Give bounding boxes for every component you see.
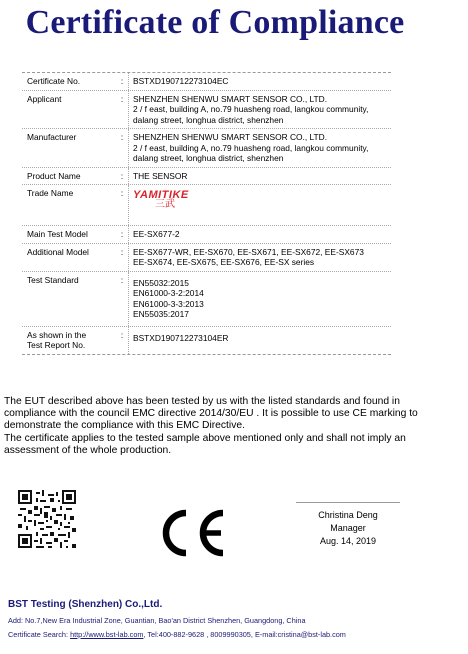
statement-paragraph-1: The EUT described above has been tested by us with the listed standards and found in compliance with the council EMC directive 2014/30/EU . It is possible to use CE marking to demonstrate the compliance with this EMC Directive. [4, 396, 418, 432]
main-test-model-text: EE-SX677-2 [133, 229, 180, 239]
footer-tel: Tel:400-882-9628 , 8009990305, [147, 630, 253, 639]
separator: : [120, 76, 124, 86]
report-no-text: BSTXD190712273104ER [133, 332, 229, 343]
label-report-no [22, 327, 116, 354]
footer-email: E-mail:cristina@bst-lab.com [254, 630, 346, 639]
applicant-line-3: dalang street, longhua district, shenzhen [133, 114, 284, 125]
label-applicant: Applicant [27, 93, 62, 104]
separator: : [120, 188, 124, 198]
additional-model-line-1: EE-SX677-WR, EE-SX670, EE-SX671, EE-SX672, EE-SX673 [133, 246, 364, 257]
statement-paragraph-2: The certificate applies to the tested sample above mentioned only and shall not imply an assessment of the whole production. [4, 432, 406, 456]
separator: : [120, 329, 124, 340]
separator: : [120, 246, 124, 257]
label-product-name: Product Name [27, 170, 81, 181]
trade-logo [133, 188, 389, 210]
signature-date: Aug. 14, 2019 [319, 536, 377, 546]
footer-company: BST Testing (Shenzhen) Co.,Ltd. [8, 599, 163, 610]
row-certificate-no [22, 73, 391, 91]
trade-logo-text: YAMITIKE [133, 189, 189, 201]
footer-search-label: Certificate Search: [8, 630, 69, 639]
footer-website-link[interactable]: http://www.bst-lab.com [70, 630, 144, 639]
label-main-test-model: Main Test Model [27, 229, 88, 239]
value-test-standard [128, 272, 391, 326]
row-product-name [22, 168, 391, 186]
row-main-test-model [22, 226, 391, 244]
value-product-name [128, 168, 391, 185]
product-name-text: THE SENSOR [133, 170, 188, 181]
compliance-statement [4, 396, 424, 457]
manufacturer-line-1: SHENZHEN SHENWU SMART SENSOR CO., LTD. [133, 132, 328, 142]
value-manufacturer [128, 129, 391, 167]
row-applicant [22, 91, 391, 130]
label-additional-model: Additional Model [27, 246, 89, 257]
footer-address: Add: No.7,New Era Industrial Zone, Guantian, Bao'an District Shenzhen, Guangdong, China [8, 616, 306, 625]
footer-contact: Certificate Search: http://www.bst-lab.com, Tel:400-882-9628 , 8009990305, E-mail:cristina@bst-lab.com [8, 630, 346, 639]
additional-model-line-2: EE-SX674, EE-SX675, EE-SX676, EE-SX series [133, 257, 315, 267]
separator: : [120, 274, 124, 285]
value-trade-name [128, 185, 391, 225]
signatory-role: Manager [330, 523, 366, 533]
test-standard-2: EN61000-3-2:2014 [133, 288, 204, 298]
ce-mark-icon [156, 507, 230, 559]
signatory-name: Christina Deng [318, 510, 378, 520]
value-main-test-model [128, 226, 391, 243]
test-standard-3: EN61000-3-3:2013 [133, 298, 204, 309]
manufacturer-line-2: 2 / f east, building A, no.79 huasheng road, langkou community, [133, 142, 369, 153]
row-test-standard [22, 272, 391, 327]
row-additional-model [22, 244, 391, 272]
test-standard-4: EN55035:2017 [133, 309, 189, 319]
certificate-info-table [22, 72, 391, 355]
manufacturer-line-3: dalang street, longhua district, shenzhen [133, 153, 284, 163]
separator: : [120, 229, 124, 239]
value-certificate-no [128, 73, 391, 90]
applicant-line-1: SHENZHEN SHENWU SMART SENSOR CO., LTD. [133, 93, 328, 104]
certificate-title: Certificate of Compliance [25, 4, 405, 41]
label-manufacturer: Manufacturer [27, 132, 77, 142]
value-report-no [128, 327, 391, 354]
value-applicant [128, 91, 391, 129]
value-additional-model [128, 244, 391, 271]
separator: : [120, 93, 124, 104]
label-trade-name: Trade Name [27, 188, 74, 198]
row-manufacturer [22, 129, 391, 168]
trade-logo-cn: 三武 [155, 198, 175, 210]
label-certificate-no: Certificate No. [27, 76, 81, 86]
row-report-no [22, 327, 391, 354]
applicant-line-2: 2 / f east, building A, no.79 huasheng road, langkou community, [133, 104, 369, 114]
separator: : [120, 170, 124, 181]
row-trade-name [22, 185, 391, 226]
separator: : [120, 132, 124, 142]
report-no-label-2: Test Report No. [27, 340, 86, 350]
label-test-standard: Test Standard [27, 274, 79, 285]
certificate-no-text: BSTXD190712273104EC [133, 76, 229, 86]
qr-code [18, 490, 76, 548]
report-no-label-1: As shown in the [27, 329, 87, 340]
signature-block [296, 502, 400, 548]
test-standard-1: EN55032:2015 [133, 277, 189, 288]
